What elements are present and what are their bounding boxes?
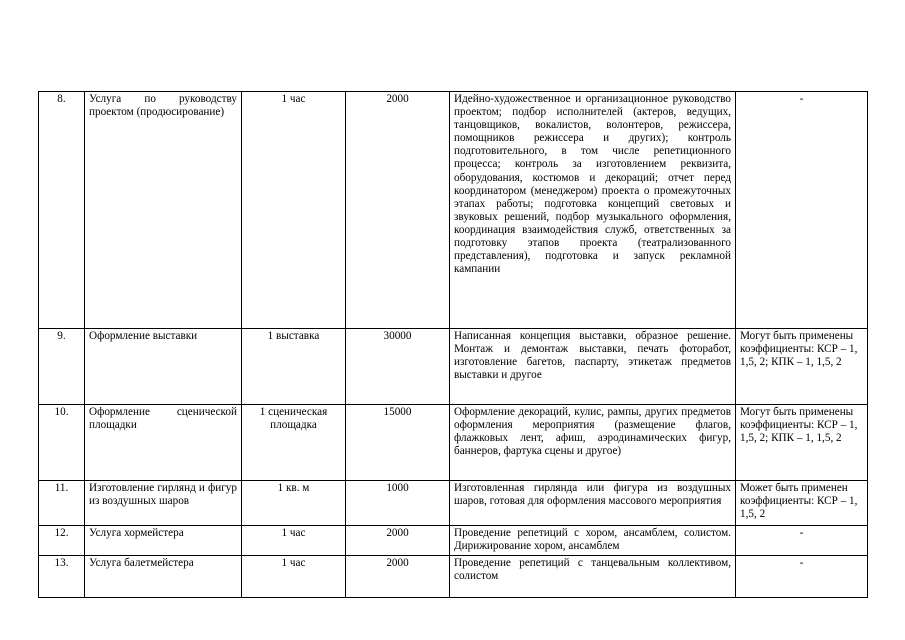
row-number: 12. — [39, 526, 85, 556]
service-description: Проведение репетиций с хором, ансамблем, солистом. Дирижирование хором, ансамблем — [450, 526, 736, 556]
service-unit: 1 сценическая площадка — [242, 405, 346, 481]
service-coefficients: - — [736, 526, 868, 556]
table-row — [39, 405, 868, 481]
service-unit: 1 кв. м — [242, 481, 346, 526]
service-price: 2000 — [346, 526, 450, 556]
service-unit: 1 час — [242, 92, 346, 329]
service-price: 1000 — [346, 481, 450, 526]
service-price: 15000 — [346, 405, 450, 481]
service-coefficients: - — [736, 92, 868, 329]
service-name: Услуга по руководству проектом (продюсирование) — [85, 92, 242, 329]
row-number: 10. — [39, 405, 85, 481]
service-description: Проведение репетиций с танцевальным коллективом, солистом — [450, 556, 736, 598]
service-unit: 1 час — [242, 526, 346, 556]
services-price-table — [38, 91, 868, 598]
service-name: Услуга балетмейстера — [85, 556, 242, 598]
service-coefficients: Могут быть применены коэффициенты: КСР – 1, 1,5, 2; КПК – 1, 1,5, 2 — [736, 329, 868, 405]
service-description: Идейно-художественное и организационное руководство проектом; подбор исполнителей (актеров, ведущих, танцовщиков, вокалистов, волонтеров, режиссера, помощников режиссера и других); контроль подготовительного, в том числе репетиционного процесса; контроль за изготовлением реквизита, оборудования, костюмов и декораций; отчет перед координатором (менеджером) проекта о промежуточных этапах работы; подготовка концепций световых и звуковых решений, подбор музыкального оформления, координация взаимодействия служб, ответственных за подготовку этапов проекта (театрализованного представления), подготовка и запуск рекламной кампании — [450, 92, 736, 329]
service-price: 2000 — [346, 92, 450, 329]
row-number: 8. — [39, 92, 85, 329]
service-name: Изготовление гирлянд и фигур из воздушных шаров — [85, 481, 242, 526]
table-row — [39, 329, 868, 405]
table-row — [39, 481, 868, 526]
service-description: Написанная концепция выставки, образное решение. Монтаж и демонтаж выставки, печать фоторабот, изготовление багетов, паспарту, этикетаж предметов выставки и другое — [450, 329, 736, 405]
row-number: 9. — [39, 329, 85, 405]
table-row — [39, 92, 868, 329]
service-name: Оформление сценической площадки — [85, 405, 242, 481]
service-coefficients: - — [736, 556, 868, 598]
service-price: 30000 — [346, 329, 450, 405]
row-number: 13. — [39, 556, 85, 598]
table-row — [39, 556, 868, 598]
service-coefficients: Может быть применен коэффициенты: КСР – 1, 1,5, 2 — [736, 481, 868, 526]
service-name: Услуга хормейстера — [85, 526, 242, 556]
row-number: 11. — [39, 481, 85, 526]
service-unit: 1 выставка — [242, 329, 346, 405]
service-name: Оформление выставки — [85, 329, 242, 405]
service-coefficients: Могут быть применены коэффициенты: КСР – 1, 1,5, 2; КПК – 1, 1,5, 2 — [736, 405, 868, 481]
service-price: 2000 — [346, 556, 450, 598]
service-description: Изготовленная гирлянда или фигура из воздушных шаров, готовая для оформления массового мероприятия — [450, 481, 736, 526]
service-description: Оформление декораций, кулис, рампы, других предметов оформления мероприятия (размещение флагов, флажковых лент, афиш, аэродинамических фигур, баннеров, фартука сцены и другое) — [450, 405, 736, 481]
table-row — [39, 526, 868, 556]
service-unit: 1 час — [242, 556, 346, 598]
